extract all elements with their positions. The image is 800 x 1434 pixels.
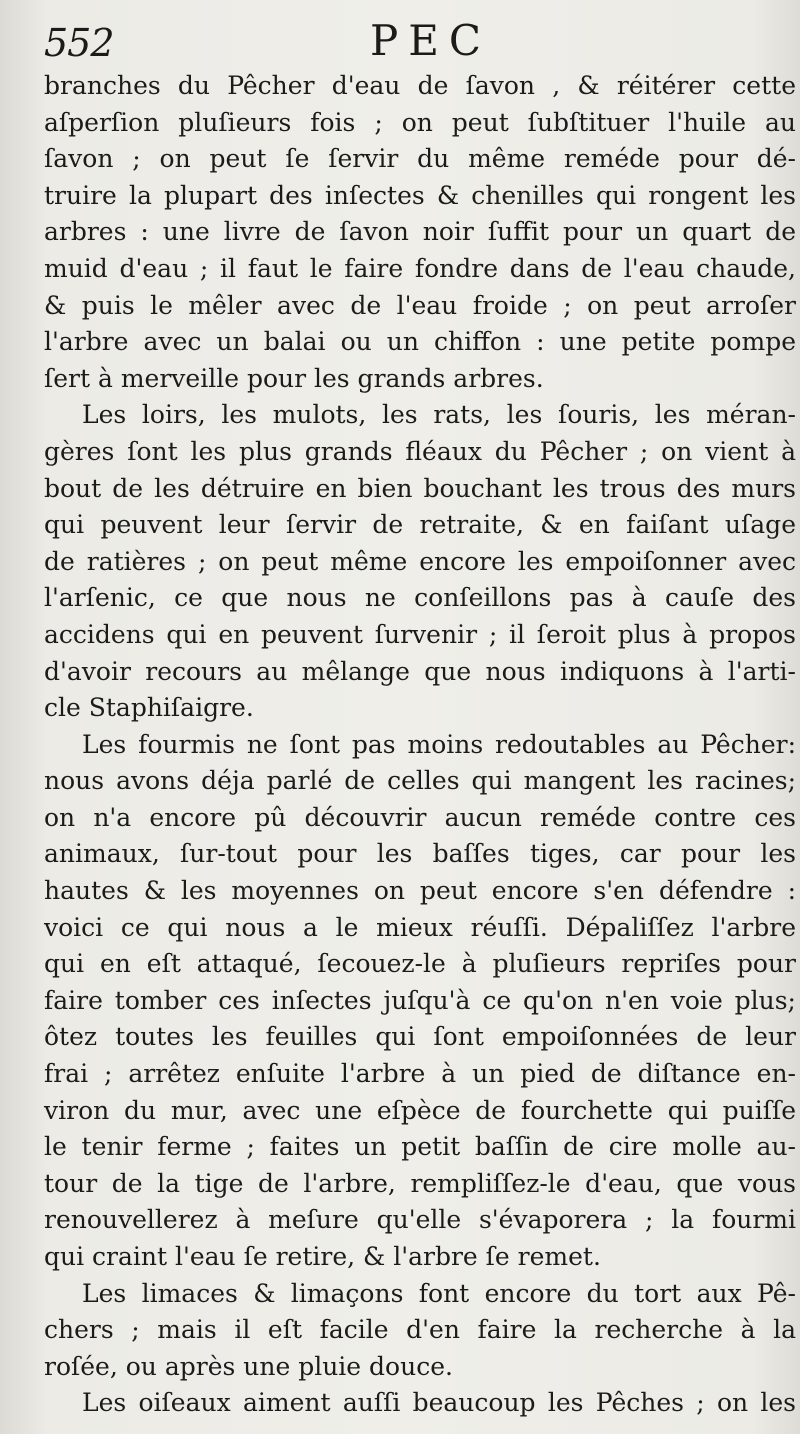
- text-line: le tenir ferme ; faites un petit baſſin de cire molle au-: [44, 1132, 796, 1162]
- text-line: truire la plupart des inſectes & chenilles qui rongent les: [44, 180, 796, 210]
- text-line: bout de les détruire en bien bouchant les trous des murs: [44, 473, 796, 503]
- text-line: Les oiſeaux aiment auſſi beaucoup les Pêches ; on les: [82, 1388, 796, 1418]
- page-header: [40, 6, 800, 66]
- text-line: Les loirs, les mulots, les rats, les ſouris, les méran-: [82, 400, 796, 430]
- text-line: hautes & les moyennes on peut encore s'en défendre :: [44, 876, 796, 906]
- text-line: nous avons déja parlé de celles qui mangent les racines;: [44, 766, 796, 796]
- text-line: d'avoir recours au mêlange que nous indiquons à l'arti-: [44, 656, 796, 686]
- text-line: Les fourmis ne ſont pas moins redoutables au Pêcher:: [82, 729, 796, 759]
- text-line: l'arſenic, ce que nous ne conſeillons pas à cauſe des: [44, 583, 796, 613]
- paragraph: [44, 68, 796, 397]
- text-line: arbres : une livre de ſavon noir ſuffit pour un quart de: [44, 217, 796, 247]
- text-line: qui peuvent leur ſervir de retraite, & en faiſant uſage: [44, 510, 796, 540]
- page-number: 552: [44, 21, 114, 65]
- text-line: frai ; arrêtez enſuite l'arbre à un pied de diſtance en-: [44, 1059, 796, 1089]
- running-head: PEC: [370, 16, 492, 65]
- text-line: chers ; mais il eſt facile d'en faire la recherche à la: [44, 1315, 796, 1345]
- text-line: on n'a encore pû découvrir aucun reméde contre ces: [44, 802, 796, 832]
- text-line: faire tomber ces inſectes juſqu'à ce qu'on n'en voie plus;: [44, 985, 796, 1015]
- text-line: branches du Pêcher d'eau de ſavon , & réitérer cette: [44, 71, 796, 100]
- text-line: cle Staphiſaigre.: [44, 693, 254, 723]
- text-line: accidens qui en peuvent ſurvenir ; il ſeroit plus à propos: [44, 619, 796, 649]
- text-line: & puis le mêler avec de l'eau froide ; on peut arroſer: [44, 290, 796, 320]
- text-line: l'arbre avec un balai ou un chiffon : une petite pompe: [44, 327, 796, 357]
- text-line: qui craint l'eau ſe retire, & l'arbre ſe remet.: [44, 1242, 601, 1271]
- text-line: animaux, ſur-tout pour les baſſes tiges, car pour les: [44, 839, 796, 869]
- body-text: [44, 68, 796, 1422]
- text-line: ſavon ; on peut ſe ſervir du même reméde pour dé-: [44, 144, 796, 174]
- paragraph: [44, 1276, 796, 1386]
- text-line: de ratières ; on peut même encore les empoiſonner avec: [44, 546, 796, 576]
- text-line: tour de la tige de l'arbre, rempliſſez-le d'eau, que vous: [44, 1168, 796, 1198]
- text-line: ôtez toutes les feuilles qui ſont empoiſonnées de leur: [44, 1022, 796, 1052]
- text-line: gères ſont les plus grands fléaux du Pêcher ; on vient à: [44, 436, 796, 466]
- paragraph: [44, 727, 796, 1276]
- text-line: renouvellerez à meſure qu'elle s'évaporera ; la fourmi: [44, 1205, 796, 1235]
- text-line: Les limaces & limaçons font encore du tort aux Pê-: [82, 1278, 796, 1308]
- text-line: aſperſion pluſieurs fois ; on peut ſubſtituer l'huile au: [44, 107, 796, 137]
- paragraph: [44, 397, 796, 726]
- text-line: muid d'eau ; il faut le faire fondre dans de l'eau chaude,: [44, 253, 796, 283]
- text-line: ſert à merveille pour les grands arbres.: [44, 363, 544, 393]
- text-line: voici ce qui nous a le mieux réuſſi. Dépaliſſez l'arbre: [44, 912, 796, 942]
- text-line: viron du mur, avec une eſpèce de fourchette qui puiſſe: [44, 1095, 796, 1125]
- text-line: qui en eſt attaqué, ſecouez-le à pluſieurs repriſes pour: [44, 949, 796, 979]
- text-line: roſée, ou après une pluie douce.: [44, 1351, 453, 1381]
- paragraph: [44, 1385, 796, 1422]
